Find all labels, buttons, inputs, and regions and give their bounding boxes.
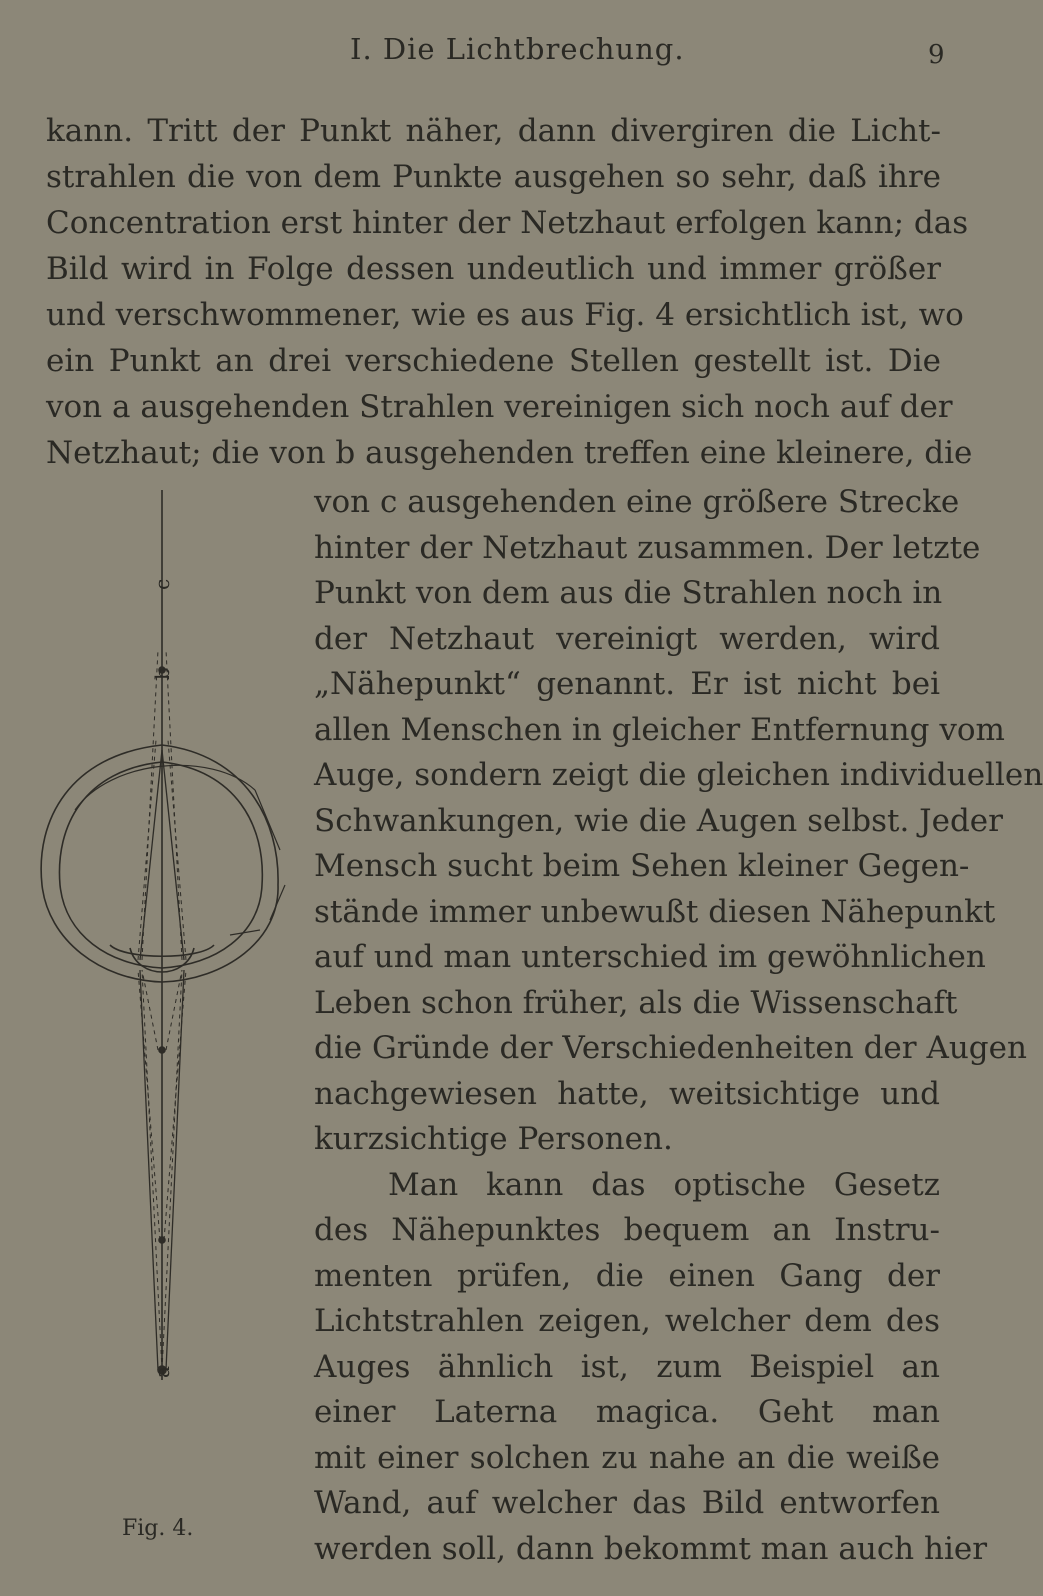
cornea-arc [75,765,255,810]
text-line: Auges ähnlich ist, zum Beispiel an [314,1348,940,1385]
text-line: Wand, auf welcher das Bild entworfen [314,1485,940,1521]
text-line: Leben schon früher, als die Wissenschaft [314,984,958,1021]
text-line: Man kann das optische Gesetz [388,1166,940,1203]
text-line: Lichtstrahlen zeigen, welcher dem des [314,1303,940,1339]
text-line: kurzsichtige Personen. [314,1121,673,1157]
text-line: auf und man unterschied im gewöhnlichen [314,939,986,975]
body-text-beside-figure [314,480,1043,1572]
running-title: I. Die Lichtbrechung. [350,32,685,66]
text-line: werden soll, dann bekommt man auch hier [314,1530,988,1567]
label-a: a [150,1366,174,1378]
eye-diagram [30,490,300,1490]
text-line: menten prüfen, die einen Gang der [314,1257,940,1294]
label-b: b [150,667,174,680]
text-line: einer Laterna magica. Geht man [314,1394,940,1430]
text-line: stände immer unbewußt diesen Nähepunkt [314,893,996,930]
text-line: Punkt von dem aus die Strahlen noch in [314,575,943,611]
text-line: Auge, sondern zeigt die gleichen individuellen [314,757,1043,793]
eye-diagram-figure [30,490,300,1490]
point-b-marker [159,1237,165,1243]
text-line: hinter der Netzhaut zusammen. Der letzte [314,529,981,566]
retina-outline [59,762,262,968]
page-header [0,32,984,72]
text-line: der Netzhaut vereinigt werden, wird [314,620,940,657]
text-line: Netzhaut; die von b ausgehenden treffen eine kleinere, die [46,435,973,471]
text-line: von a ausgehenden Strahlen vereinigen sich noch auf der [46,389,953,425]
text-line: nachgewiesen hatte, weitsichtige und [314,1075,940,1112]
text-line: allen Menschen in gleicher Entfernung vom [314,711,1005,748]
point-marker [159,1047,165,1053]
text-line: Bild wird in Folge dessen undeutlich und immer größer [46,251,941,287]
text-line: mit einer solchen zu nahe an die weiße [314,1439,940,1476]
text-line: des Nähepunktes bequem an Instru- [314,1212,940,1248]
label-c: c [150,578,174,590]
text-line: „Nähepunkt“ genannt. Er ist nicht bei [314,666,940,702]
text-line: von c ausgehenden eine größere Strecke [314,484,960,520]
text-line: und verschwommener, wie es aus Fig. 4 ersichtlich ist, wo [46,297,964,333]
text-line: Schwankungen, wie die Augen selbst. Jeder [314,802,1003,839]
body-text-full-width [46,108,973,476]
text-line: Concentration erst hinter der Netzhaut erfolgen kann; das [46,205,969,241]
page-number: 9 [928,40,945,70]
text-line: ein Punkt an drei verschiedene Stellen gestellt ist. Die [46,343,941,379]
text-line: Mensch sucht beim Sehen kleiner Gegen- [314,848,970,884]
text-line: kann. Tritt der Punkt näher, dann divergiren die Licht- [46,113,941,149]
text-line: die Gründe der Verschiedenheiten der Augen [314,1030,1027,1066]
text-line: strahlen die von dem Punkte ausgehen so sehr, daß ihre [46,159,941,195]
figure-caption: Fig. 4. [122,1516,194,1541]
